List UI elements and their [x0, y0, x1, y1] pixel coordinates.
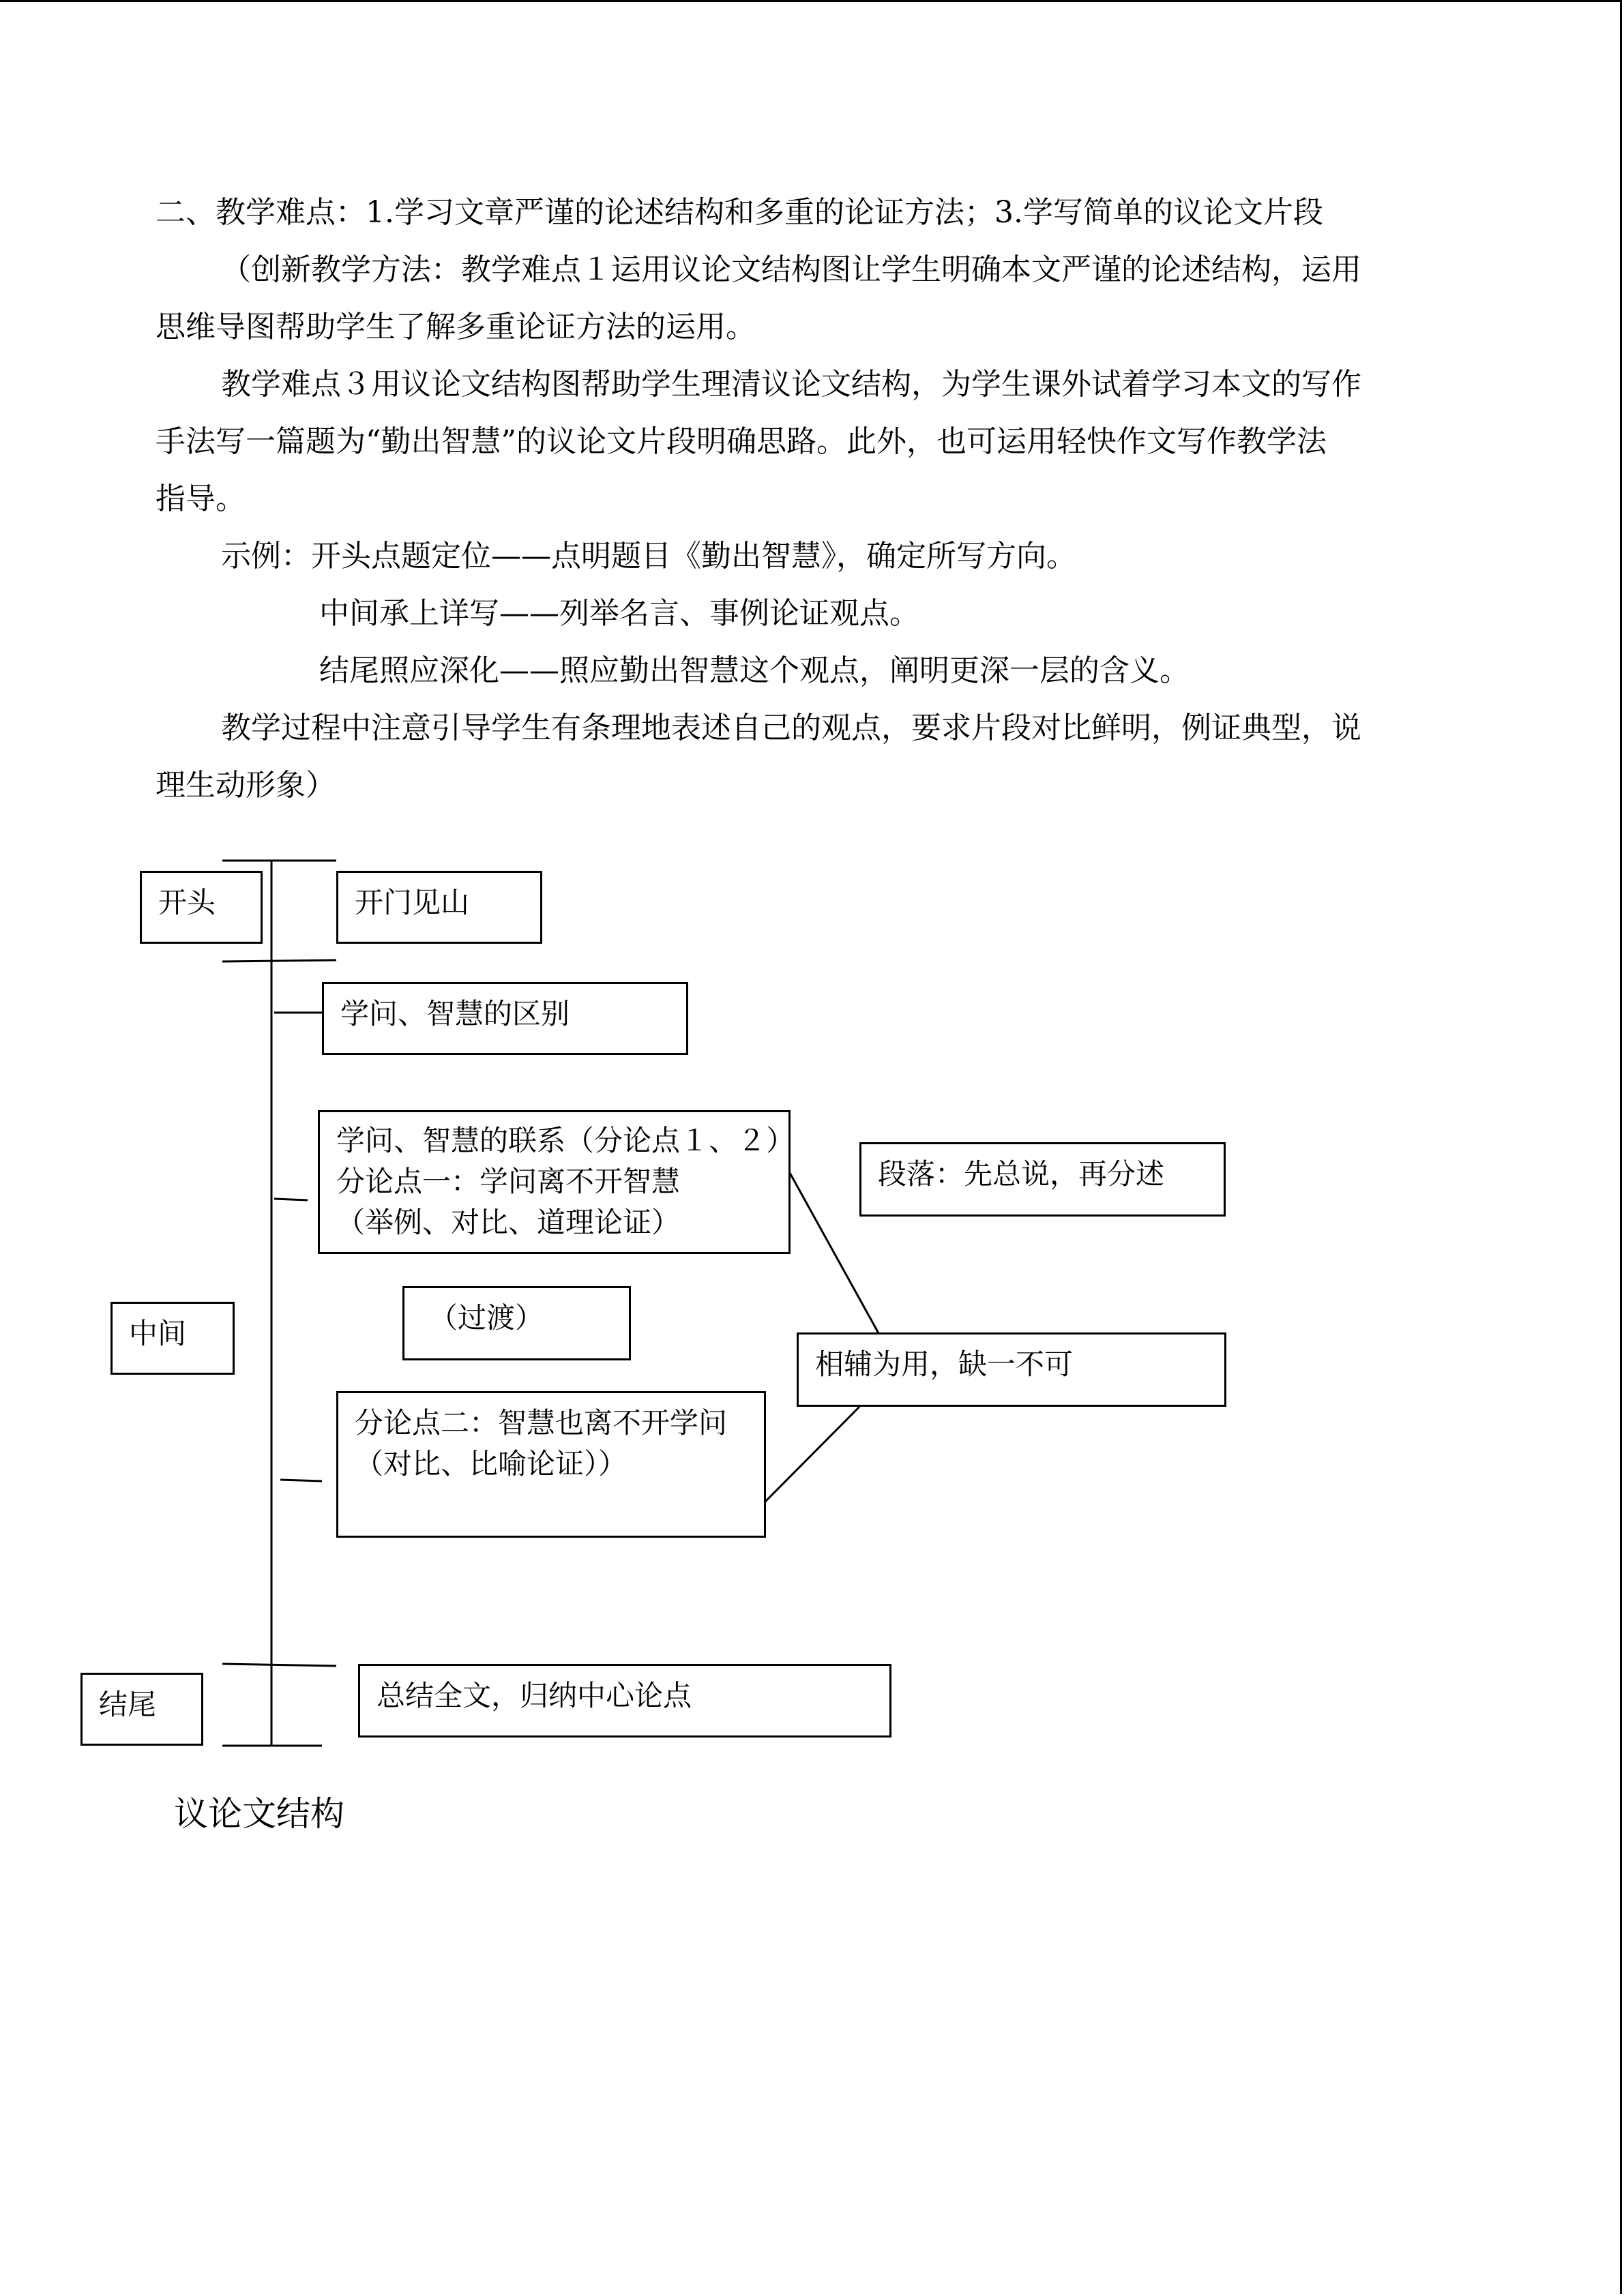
link-point2-complement: [765, 1407, 859, 1502]
difficulty-heading: 二、教学难点：1.学习文章严谨的论述结构和多重的论证方法；3.学写简单的议论文片段: [156, 195, 1323, 230]
example-ending: 结尾照应深化——照应勤出智慧这个观点，阐明更深一层的含义。: [319, 653, 1190, 688]
label-start: 开头: [140, 871, 263, 944]
label-end: 结尾: [80, 1673, 203, 1746]
body-text: [156, 184, 1465, 814]
example-opening: 示例：开头点题定位——点明题目《勤出智慧》，确定所写方向。: [221, 539, 1076, 573]
difficulty3-line-2: 手法写一篇题为“勤出智慧”的议论文片段明确思路。此外，也可运用轻快作文写作教学法: [156, 424, 1327, 459]
diagram-caption: 议论文结构: [174, 1794, 344, 1834]
process-line-2: 理生动形象）: [156, 768, 336, 803]
branch-point2: [280, 1480, 322, 1481]
difficulty3-line-1: 教学难点３用议论文结构图帮助学生理清议论文结构，为学生课外试着学习本文的写作: [221, 367, 1361, 402]
box-relation: 学问、智慧的联系（分论点１、２） 分论点一：学问离不开智慧 （举例、对比、道理论证）: [318, 1110, 791, 1254]
example-middle: 中间承上详写——列举名言、事例论证观点。: [319, 596, 919, 631]
box-difference: 学问、智慧的区别: [322, 982, 688, 1055]
process-line-1: 教学过程中注意引导学生有条理地表述自己的观点，要求片段对比鲜明，例证典型，说: [221, 711, 1361, 745]
box-paragraph: 段落：先总说，再分述: [859, 1142, 1226, 1217]
difficulty3-line-3: 指导。: [156, 481, 246, 516]
box-transition: （过渡）: [402, 1286, 631, 1360]
method-paragraph-line-1: （创新教学方法：教学难点１运用议论文结构图让学生明确本文严谨的论述结构，运用: [221, 252, 1361, 287]
box-point2: 分论点二：智慧也离不开学问 （对比、比喻论证））: [336, 1391, 766, 1538]
start-end-bar: [222, 960, 336, 961]
label-middle: 中间: [110, 1302, 235, 1375]
box-complement: 相辅为用，缺一不可: [797, 1332, 1226, 1407]
box-open-directly: 开门见山: [336, 871, 542, 944]
box-summary: 总结全文，归纳中心论点: [358, 1664, 891, 1738]
middle-end-bar: [222, 1664, 336, 1666]
branch-relation: [274, 1199, 308, 1200]
method-paragraph-line-2: 思维导图帮助学生了解多重论证方法的运用。: [156, 310, 756, 344]
